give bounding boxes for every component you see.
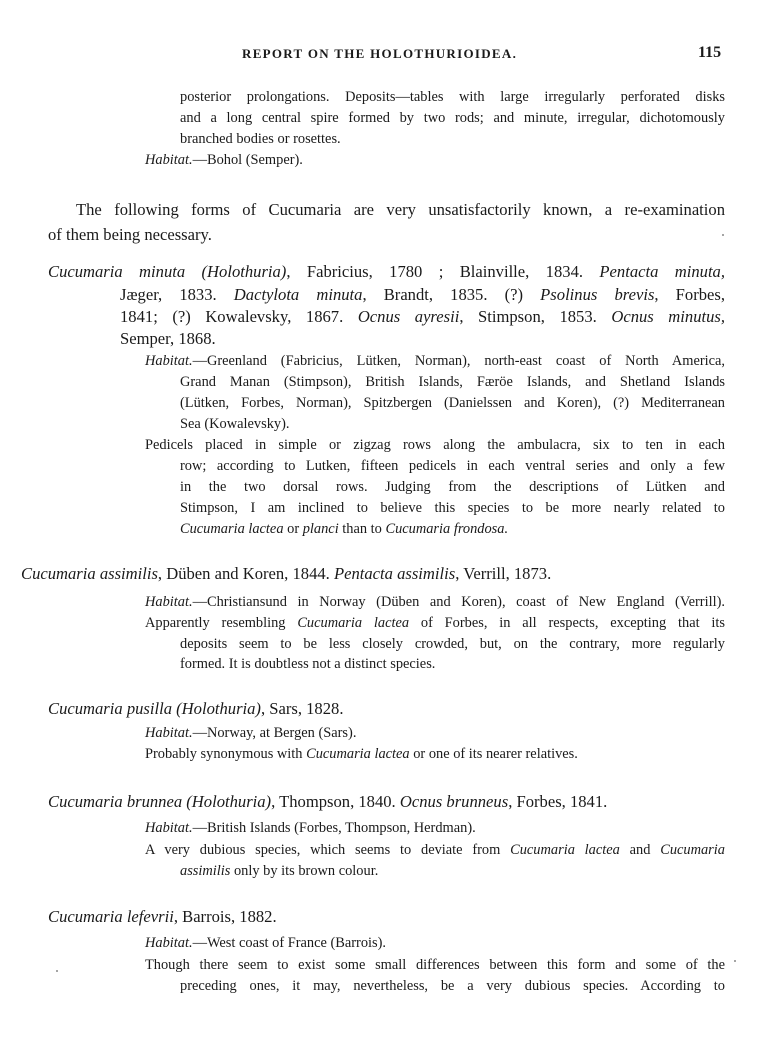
assimilis-desc-line-2: deposits seem to be less closely crowded, but, on the contrary, more regularly — [180, 636, 725, 652]
assimilis-habitat: Habitat.—Christiansund in Norway (Düben and Koren), coast of New England (Verrill). — [145, 594, 725, 610]
intro-line-3: branched bodies or rosettes. — [180, 131, 341, 147]
intro-line-1: posterior prolongations. Deposits—tables with large irregularly perforated disks — [180, 89, 725, 105]
lefevrii-heading: Cucumaria lefevrii, Barrois, 1882. — [48, 907, 277, 926]
species-name: Cucumaria minuta (Holothuria) — [48, 262, 287, 281]
running-title: REPORT ON THE HOLOTHURIOIDEA. — [242, 46, 518, 61]
minuta-habitat-line-4: Sea (Kowalevsky). — [180, 416, 290, 432]
minuta-desc-line-3: in the two dorsal rows. Judging from the descriptions of Lütken and — [180, 479, 725, 495]
pusilla-habitat: Habitat.—Norway, at Bergen (Sars). — [145, 725, 357, 741]
minuta-desc-line-4: Stimpson, I am inclined to believe this species to be more nearly related to — [180, 500, 725, 516]
assimilis-desc-line-3: formed. It is doubtless not a distinct species. — [180, 656, 436, 672]
assimilis-heading: Cucumaria assimilis, Düben and Koren, 1844. Pentacta assimilis, Verrill, 1873. — [21, 564, 552, 583]
habitat-label: Habitat. — [145, 152, 193, 168]
minuta-heading-line-3: 1841; (?) Kowalevsky, 1867. Ocnus ayresii, Stimpson, 1853. Ocnus minutus, — [120, 307, 726, 326]
lefevrii-desc-line-1: Though there seem to exist some small differences between this form and some of the — [145, 957, 725, 973]
brunnea-desc-line-2: assimilis only by its brown colour. — [180, 863, 379, 879]
brunnea-habitat: Habitat.—British Islands (Forbes, Thompson, Herdman). — [145, 820, 476, 836]
habitat-text: —Bohol (Semper). — [192, 152, 303, 168]
scan-speck — [722, 234, 724, 236]
habitat-label: Habitat. — [145, 353, 193, 369]
minuta-heading-line-4: Semper, 1868. — [120, 329, 216, 348]
paragraph-line-2: of them being necessary. — [48, 225, 212, 244]
lefevrii-habitat: Habitat.—West coast of France (Barrois). — [145, 935, 387, 951]
pusilla-desc: Probably synonymous with Cucumaria lactea or one of its nearer relatives. — [145, 746, 578, 762]
species-name: Cucumaria pusilla (Holothuria) — [48, 699, 261, 718]
intro-habitat — [145, 152, 303, 169]
page-number: 115 — [698, 44, 722, 61]
habitat-label: Habitat. — [145, 935, 193, 951]
minuta-desc-line-5: Cucumaria lactea or planci than to Cucumaria frondosa. — [180, 521, 509, 537]
habitat-label: Habitat. — [145, 725, 193, 741]
minuta-desc-line-2: row; according to Lutken, fifteen pedicels in each ventral series and only a few — [180, 458, 725, 474]
minuta-habitat-line-2: Grand Manan (Stimpson), British Islands, Færöe Islands, and Shetland Islands — [180, 374, 725, 390]
brunnea-heading: Cucumaria brunnea (Holothuria), Thompson, 1840. Ocnus brunneus, Forbes, 1841. — [48, 792, 608, 811]
minuta-heading-line-2: Jæger, 1833. Dactylota minuta, Brandt, 1835. (?) Psolinus brevis, Forbes, — [120, 285, 725, 304]
habitat-label: Habitat. — [145, 820, 193, 836]
scan-speck — [734, 960, 736, 962]
species-name: Cucumaria assimilis — [21, 564, 158, 583]
paragraph-line-1: The following forms of Cucumaria are very unsatisfactorily known, a re-examination — [76, 200, 725, 219]
pusilla-heading: Cucumaria pusilla (Holothuria), Sars, 1828. — [48, 699, 344, 718]
minuta-habitat-line-3: (Lütken, Forbes, Norman), Spitzbergen (Danielssen and Koren), (?) Mediterranean — [180, 395, 725, 411]
minuta-habitat-line-1: Habitat.—Greenland (Fabricius, Lütken, Norman), north-east coast of North America, — [145, 353, 725, 369]
page-header — [0, 44, 776, 66]
scan-speck — [56, 970, 58, 972]
minuta-heading-line-1: Cucumaria minuta (Holothuria), Fabricius, 1780 ; Blainville, 1834. Pentacta minuta, — [48, 262, 726, 281]
lefevrii-desc-line-2: preceding ones, it may, nevertheless, be a very dubious species. According to — [180, 978, 725, 994]
intro-line-2: and a long central spire formed by two rods; and minute, irregular, dichotomously — [180, 110, 725, 126]
habitat-label: Habitat. — [145, 594, 193, 610]
minuta-desc-line-1: Pedicels placed in simple or zigzag rows along the ambulacra, six to ten in each — [145, 437, 725, 453]
brunnea-desc-line-1: A very dubious species, which seems to deviate from Cucumaria lactea and Cucumaria — [145, 842, 725, 858]
species-name: Cucumaria lefevrii — [48, 907, 174, 926]
assimilis-desc-line-1: Apparently resembling Cucumaria lactea of Forbes, in all respects, excepting that its — [145, 615, 725, 631]
species-name: Cucumaria brunnea (Holothuria) — [48, 792, 272, 811]
